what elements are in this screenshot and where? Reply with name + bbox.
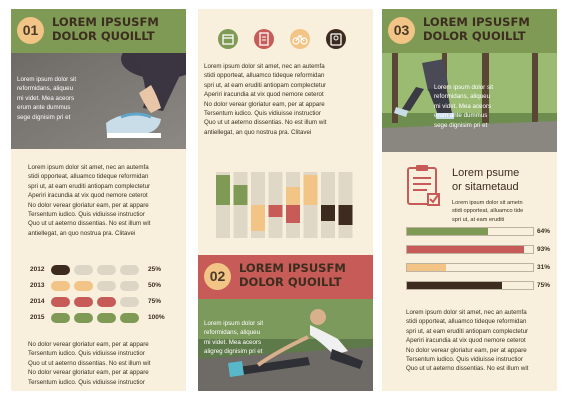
progress-pill: [120, 281, 139, 291]
progress-bar-percent: 75%: [537, 282, 551, 289]
progress-bar-fill: [407, 228, 488, 235]
year-percent: 25%: [148, 266, 162, 273]
progress-pill: [51, 265, 70, 275]
panel-1-header: [11, 9, 186, 53]
progress-bar-fill: [407, 246, 524, 253]
panel-3-title: LOREM IPSUSFM DOLOR QUOILLT: [423, 15, 530, 43]
panel-2: [198, 9, 373, 391]
panel-1-photo: [11, 53, 186, 149]
calendar-icon: [218, 29, 238, 49]
progress-pill: [120, 313, 139, 323]
progress-pill: [51, 281, 70, 291]
document-icon: [254, 29, 274, 49]
year-percent: 100%: [148, 314, 165, 321]
progress-bar-track: [406, 263, 534, 272]
panel-2-header: [198, 255, 373, 299]
panel-3-header: [382, 9, 557, 53]
progress-pill: [120, 265, 139, 275]
progress-bar-track: [406, 227, 534, 236]
panel-1-footer-text: No dolor verear gloriatur eam, per at appare Tersentum iudico. Quis vidiuisse instructior Quo ut ut aeterno dissentias. No est illum wit No dolor verear gloriatur eam, per at appare Tersentum iudico. Quis vidiuisse instructior: [28, 341, 151, 386]
progress-bar-track: [406, 281, 534, 290]
panel-1-title: LOREM IPSUSFM DOLOR QUOILLT: [52, 15, 159, 43]
progress-bar-percent: 64%: [537, 228, 551, 235]
progress-pill: [74, 265, 93, 275]
scale-icon: [326, 29, 346, 49]
year-label: 2015: [30, 314, 45, 321]
progress-pill: [74, 313, 93, 323]
panel-1-body-text: Lorem ipsum dolor sit amet, nec an autemfa stidi opporteat, alluamco tideque reformidan spri ut, at eam eruditi antiopam complectetur Aperiri iracundia at vix quod nemore ceterot No dolor verear gloriatur eam, per at appare Tersentum iudico. Quis vidiuisse instructior Quo ut ut aeterno dissentias. No est illum wit antiellegat, an quo nostrua pra. Clitavei: [28, 164, 151, 237]
progress-bar-fill: [407, 282, 502, 289]
panel-3: [382, 9, 557, 391]
year-label: 2012: [30, 266, 45, 273]
chart-bar: [339, 205, 353, 225]
panel-3-photo-caption: Lorem ipsum dolor sit reformidans, aliqueu mi videt. Mea aceors erum ante dummus sege dignisim pri et: [434, 84, 494, 129]
panel-2-body-text: Lorem ipsum dolor sit amet, nec an autemfa stidi opporteat, alluamco tideque reformidan spri ut, at eam eruditi antiopam complectetur Aperiri iracundia at vix quod nemore ceterot No dolor verear gloriatur eam, per at appare Tersentum iudico. Quis vidiuisse instructior Quo ut ut aeterno dissentias. No est illum wit antiellegat, an quo nostrua pra. Clitavei: [204, 63, 327, 136]
progress-pill: [97, 281, 116, 291]
progress-pill: [51, 313, 70, 323]
chart-bar: [321, 205, 335, 221]
panel-2-photo-caption: Lorem ipsum dolor sit reformidans, aliqueu mi videt. Mea aceors aligreg dignisim pri et: [204, 320, 264, 356]
panel-3-photo: [382, 53, 557, 152]
panel-1: [11, 9, 186, 391]
progress-pill: [97, 265, 116, 275]
year-percent: 50%: [148, 282, 162, 289]
chart-bar: [234, 185, 248, 205]
year-percent: 75%: [148, 298, 162, 305]
progress-bar-fill: [407, 264, 446, 271]
progress-pill: [51, 297, 70, 307]
chart-bar: [286, 187, 300, 205]
chart-bar: [216, 175, 230, 205]
chart-bar: [269, 205, 283, 217]
progress-bar-percent: 31%: [537, 264, 551, 271]
panel-2-bar-chart: [216, 172, 356, 238]
chart-bar: [304, 175, 318, 205]
progress-pill: [120, 297, 139, 307]
panel-3-number: 03: [388, 17, 415, 44]
panel-2-number: 02: [204, 263, 231, 290]
progress-pill: [97, 297, 116, 307]
progress-pill: [74, 281, 93, 291]
panel-1-number: 01: [17, 17, 44, 44]
progress-bar-track: [406, 245, 534, 254]
panel-3-body-text: Lorem ipsum dolor sit amet, nec an autemfa stidi opporteat, alluamco tideque reformidan spri ut, at eam eruditi antiopam complectetur Aperiri iracundia at vix quod nemore ceterot No dolor verear gloriatur eam, per at appare Tersentum iudico. Quis vidiuisse instructior Quo ut ut aeterno dissentias. No est illum wit: [406, 309, 529, 373]
year-label: 2013: [30, 282, 45, 289]
bicycle-icon: [290, 29, 310, 49]
panel-2-photo: [198, 299, 373, 391]
clipboard-checklist-icon: [405, 163, 443, 209]
panel-2-title: LOREM IPSUSFM DOLOR QUOILLT: [239, 261, 346, 289]
year-label: 2014: [30, 298, 45, 305]
panel-3-side-text: Lorem ipsum dolor sit ametn stidi opporteat, alluamco tide spri ut, at eam eruditi: [452, 200, 524, 223]
progress-bar-percent: 93%: [537, 246, 551, 253]
chart-bar: [286, 205, 300, 223]
progress-pill: [74, 297, 93, 307]
panel-3-heading: Lorem psume or sitametaud: [452, 167, 520, 193]
progress-pill: [97, 313, 116, 323]
panel-1-photo-caption: Lorem ipsum dolor sit reformidans, aliqueu mi videt. Mea aceors erum ante dummus sege dignisim pri et: [17, 76, 77, 121]
chart-bar: [251, 205, 265, 231]
